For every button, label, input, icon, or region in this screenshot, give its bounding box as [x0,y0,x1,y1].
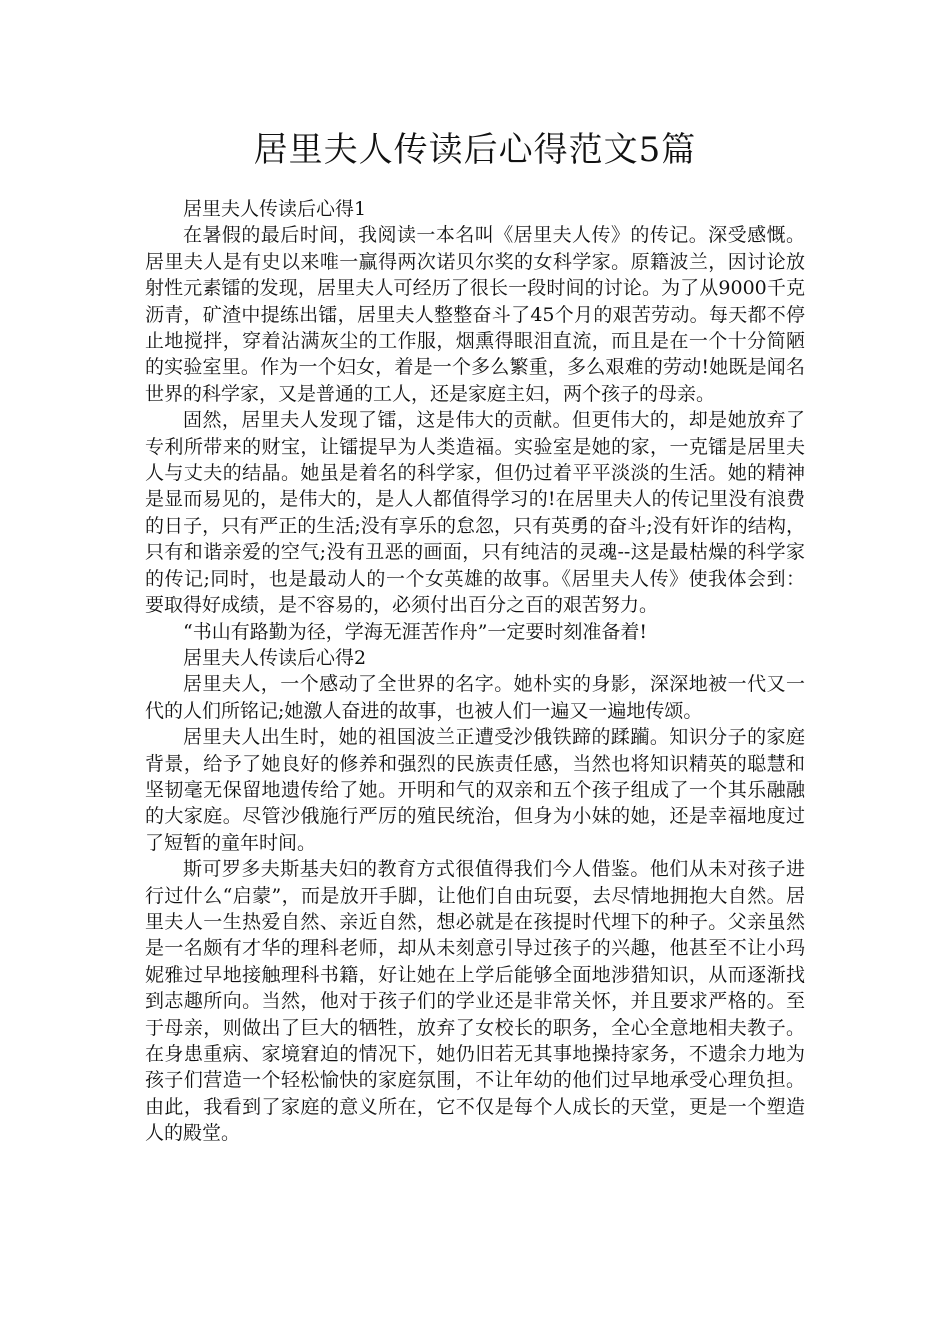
paragraph: 固然，居里夫人发现了镭，这是伟大的贡献。但更伟大的，却是她放弃了专利所带来的财宝，让镭提早为人类造福。实验室是她的家，一克镭是居里夫人与丈夫的结晶。她虽是着名的科学家，但仍过着平平淡淡的生活。她的精神是显而易见的，是伟大的，是人人都值得学习的!在居里夫人的传记里没有浪费的日子，只有严正的生活;没有享乐的怠忽，只有英勇的奋斗;没有奸诈的结构，只有和谐亲爱的空气;没有丑恶的画面，只有纯洁的灵魂--这是最枯燥的科学家的传记;同时，也是最动人的一个女英雄的故事。《居里夫人传》使我体会到：要取得好成绩，是不容易的，必须付出百分之百的艰苦努力。 [145,409,805,617]
document-body [145,196,805,1147]
paragraph: 居里夫人，一个感动了全世界的名字。她朴实的身影，深深地被一代又一代的人们所铭记;她激人奋进的故事，也被人们一遍又一遍地传颂。 [145,673,805,722]
paragraph: 在暑假的最后时间，我阅读一本名叫《居里夫人传》的传记。深受感慨。居里夫人是有史以来唯一赢得两次诺贝尔奖的女科学家。原籍波兰，因讨论放射性元素镭的发现，居里夫人可经历了很长一段时间的讨论。为了从9000千克沥青，矿渣中提练出镭，居里夫人整整奋斗了45个月的艰苦劳动。每天都不停止地搅拌，穿着沾满灰尘的工作服，烟熏得眼泪直流，而且是在一个十分简陋的实验室里。作为一个妇女，着是一个多么繁重，多么艰难的劳动!她既是闻名世界的科学家，又是普通的工人，还是家庭主妇，两个孩子的母亲。 [145,224,805,405]
section-heading-1: 居里夫人传读后心得1 [183,198,367,220]
section-heading-2: 居里夫人传读后心得2 [183,646,367,669]
paragraph: 斯可罗多夫斯基夫妇的教育方式很值得我们今人借鉴。他们从未对孩子进行过什么“启蒙”，而是放开手脚，让他们自由玩耍，去尽情地拥抱大自然。居里夫人一生热爱自然、亲近自然，想必就是在孩提时代埋下的种子。父亲虽然是一名颇有才华的理科老师，却从未刻意引导过孩子的兴趣，他甚至不让小玛妮雅过早地接触理科书籍，好让她在上学后能够全面地涉猎知识，从而逐渐找到志趣所向。当然，他对于孩子们的学业还是非常关怀，并且要求严格的。至于母亲，则做出了巨大的牺牲，放弃了女校长的职务，全心全意地相夫教子。在身患重病、家境窘迫的情况下，她仍旧若无其事地操持家务，不遗余力地为孩子们营造一个轻松愉快的家庭氛围，不让年幼的他们过早地承受心理负担。由此，我看到了家庭的意义所在，它不仅是每个人成长的天堂，更是一个塑造人的殿堂。 [145,858,805,1145]
paragraph: “书山有路勤为径，学海无涯苦作舟”一定要时刻准备着! [183,620,648,643]
document-title: 居里夫人传读后心得范文5篇 [253,130,697,170]
paragraph: 居里夫人出生时，她的祖国波兰正遭受沙俄铁蹄的蹂躏。知识分子的家庭背景，给予了她良好的修养和强烈的民族责任感，当然也将知识精英的聪慧和坚韧毫无保留地遗传给了她。开明和气的双亲和五个孩子组成了一个其乐融融的大家庭。尽管沙俄施行严厉的殖民统治，但身为小妹的她，还是幸福地度过了短暂的童年时间。 [145,726,805,854]
